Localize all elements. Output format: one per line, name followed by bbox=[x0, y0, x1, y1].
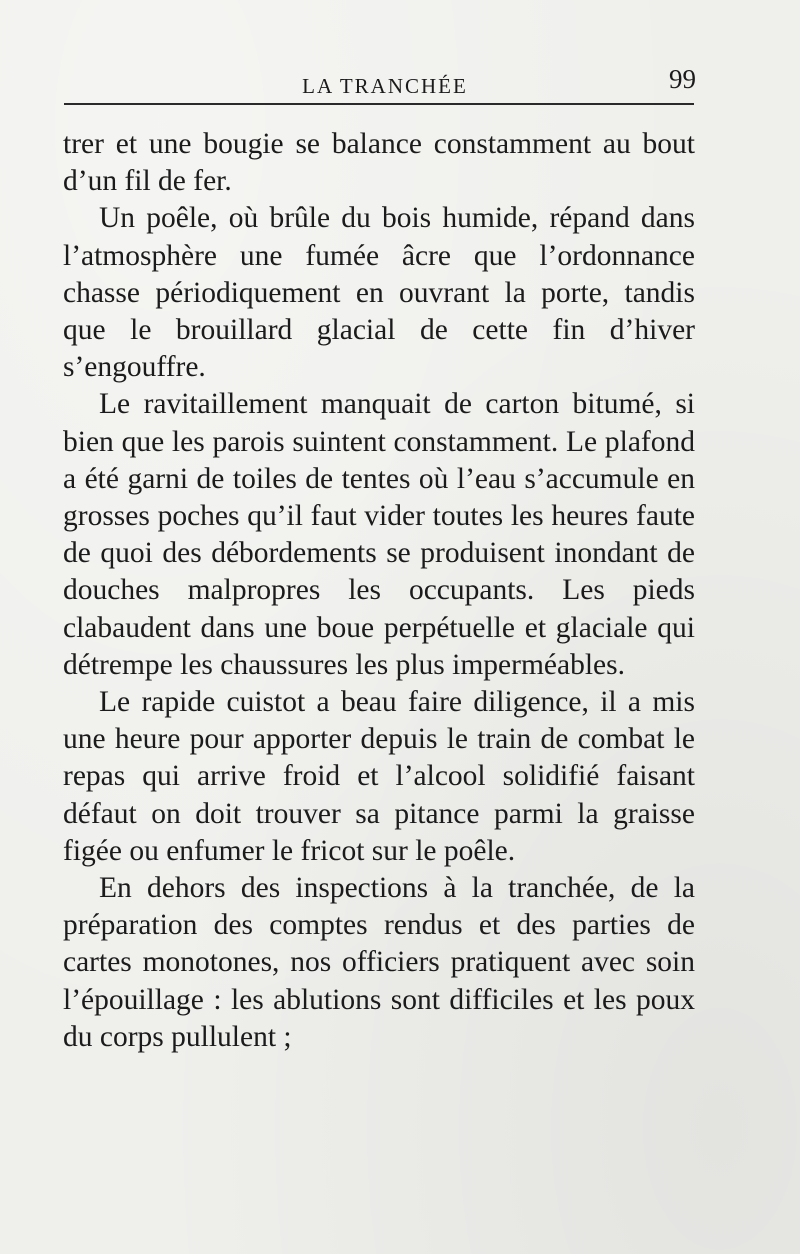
body-text bbox=[63, 126, 695, 1056]
paragraph-continuation: trer et une bougie se balance constamment au bout d’un fil de fer. bbox=[63, 128, 695, 198]
paragraph-supplies: Le ravitaillement manquait de carton bitumé, si bien que les parois suintent constamment. Le plafond a été garni de toiles de tentes où l’eau s’accumule en grosses poches qu’il faut vider toutes les heures faute de quoi des débordements se produisent inondant de douches malpropres les occupants. Les pieds clabaudent dans une boue perpétuelle et glaciale qui détrempe les chaussures les plus imperméables. bbox=[63, 388, 695, 681]
page-number: 99 bbox=[669, 64, 696, 94]
running-head bbox=[64, 64, 696, 104]
header-rule bbox=[64, 103, 694, 105]
paragraph-stove: Un poêle, où brûle du bois humide, répand dans l’atmosphère une fumée âcre que l’ordonnance chasse périodiquement en ouvrant la porte, tandis que le brouillard glacial de cette fin d’hiver s’engouffre. bbox=[63, 202, 695, 384]
running-title: LA TRANCHÉE bbox=[302, 74, 468, 98]
paragraph-cook: Le rapide cuistot a beau faire diligence, il a mis une heure pour apporter depuis le train de combat le repas qui arrive froid et l’alcool solidifié faisant défaut on doit trouver sa pitance parmi la graisse figée ou enfumer le fricot sur le poêle. bbox=[63, 686, 695, 867]
paragraph-officers: En dehors des inspections à la tranchée, de la préparation des comptes rendus et des parties de cartes monotones, nos officiers pratiquent avec soin l’épouillage : les ablutions sont difficiles et les poux du corps pullulent ; bbox=[63, 872, 695, 1053]
